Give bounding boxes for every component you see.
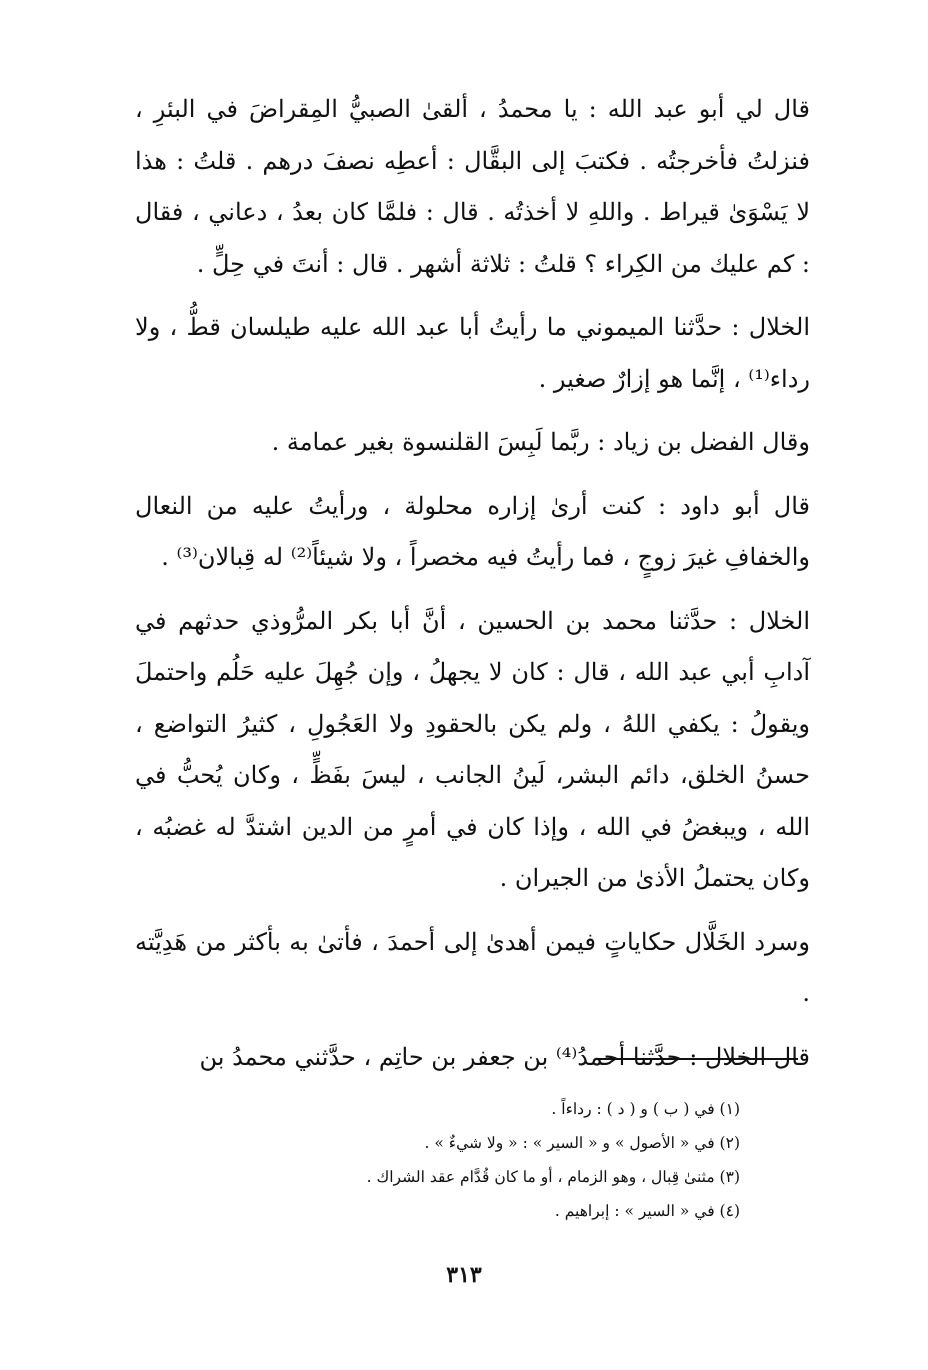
page-number: ٣١٣ — [446, 1262, 482, 1288]
main-text — [135, 84, 810, 1095]
footnotes — [300, 1092, 740, 1228]
footnote-4: (٤) في « السير » : إبراهيم . — [554, 1202, 740, 1220]
paragraph-2: الخلال : حدَّثنا الميموني ما رأيتُ أبا عبد الله عليه طيلسان قطُّ ، ولا رداء⁽¹⁾ ، إنَّما هو إزارٌ صغير . — [135, 313, 810, 393]
footnote-2: (٢) في « الأصول » و « السير » : « ولا شيءٌ » . — [424, 1134, 740, 1152]
paragraph-4: قال أبو داود : كنت أرىٰ إزاره محلولة ، ورأيتُ عليه من النعال والخفافِ غيرَ زوجٍ ، فما رأيتُ فيه مخصراً ، ولا شيئاً⁽²⁾ له قِبالان⁽³⁾ . — [135, 491, 810, 571]
footnote-3: (٣) مثنىٰ قِبال ، وهو الزمام ، أو ما كان قُدَّام عقد الشراك . — [366, 1168, 740, 1186]
paragraph-3: وقال الفضل بن زياد : ربَّما لَبِسَ القلنسوة بغير عمامة . — [271, 428, 810, 456]
paragraph-6: وسرد الخَلَّال حكاياتٍ فيمن أهدىٰ إلى أحمدَ ، فأتىٰ به بأكثر من هَدِيَّته . — [135, 927, 810, 1007]
footnote-1: (١) في ( ب ) و ( د ) : رداءاً . — [551, 1100, 740, 1118]
paragraph-7: قال الخلال : حدَّثنا أحمدُ⁽⁴⁾ بن جعفر بن حاتِم ، حدَّثني محمدُ بن — [199, 1042, 810, 1071]
paragraph-1: قال لي أبو عبد الله : يا محمدُ ، ألقىٰ الصبيُّ المِقراضَ في البئرِ ، فنزلتُ فأخرجتُه . فكتبَ إلى البقَّال : أعطِه نصفَ درهم . قلتُ : هذا لا يَسْوَىٰ قيراط . واللهِ لا أخذتُه . قال : فلمَّا كان بعدُ ، دعاني ، فقال : كم عليك من الكِراء ؟ قلتُ : ثلاثة أشهر . قال : أنتَ في حِلٍّ . — [135, 95, 811, 278]
paragraph-5: الخلال : حدَّثنا محمد بن الحسين ، أنَّ أبا بكر المرُّوذي حدثهم في آدابِ أبي عبد الله ، قال : كان لا يجهلُ ، وإن جُهِلَ عليه حَلُم واحتملَ ويقولُ : يكفي اللهُ ، ولم يكن بالحقودِ ولا العَجُولِ ، كثيرُ التواضع ، حسنُ الخلق، دائم البشر، لَينُ الجانب ، ليسَ بفَظٍّ ، وكان يُحبُّ في الله ، ويبغضُ في الله ، وإذا كان في أمرٍ من الدين اشتدَّ له غضبُه ، وكان يحتملُ الأذىٰ من الجيران . — [135, 606, 810, 892]
footnote-separator — [598, 1058, 798, 1060]
